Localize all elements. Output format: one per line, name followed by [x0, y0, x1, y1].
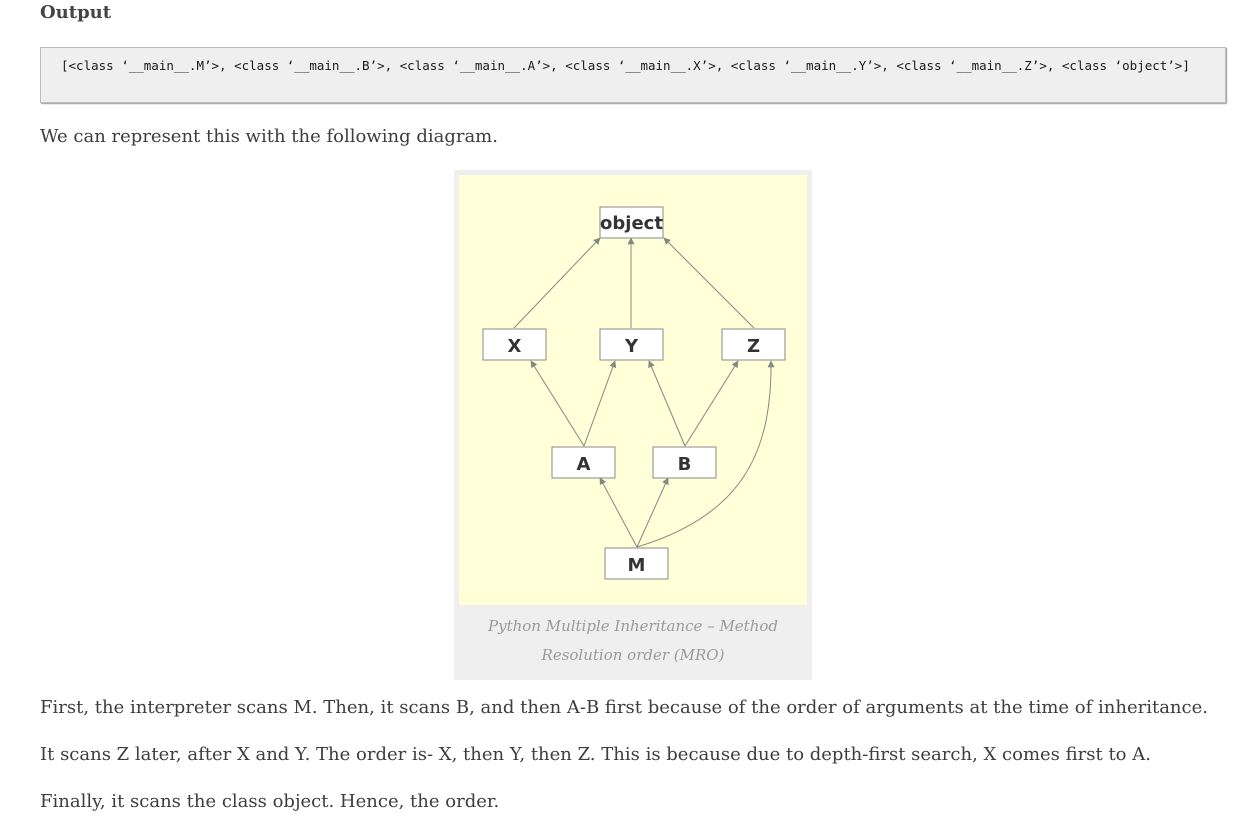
node-z-label: Z — [746, 336, 761, 357]
figure-caption-line-2: Resolution order (MRO) — [541, 646, 725, 664]
node-x — [483, 329, 546, 360]
node-a-label: A — [576, 454, 591, 475]
figure-caption — [454, 612, 812, 670]
mro-diagram — [454, 170, 812, 610]
node-z — [722, 329, 785, 360]
node-object — [600, 207, 663, 238]
node-object-label: object — [600, 213, 663, 234]
paragraph-3: Finally, it scans the class object. Hence, the order. — [40, 791, 500, 812]
intro-paragraph: We can represent this with the following diagram. — [40, 126, 498, 147]
node-a — [552, 447, 615, 478]
mro-diagram-figure — [454, 170, 812, 680]
paragraph-2: It scans Z later, after X and Y. The order is- X, then Y, then Z. This is because due to depth-first search, X comes first to A. — [40, 744, 1151, 765]
node-y-label: Y — [624, 336, 639, 357]
node-m-label: M — [627, 555, 646, 576]
node-b — [653, 447, 716, 478]
node-y — [600, 329, 663, 360]
node-x-label: X — [507, 336, 522, 357]
figure-caption-line-1: Python Multiple Inheritance – Method — [488, 617, 778, 635]
paragraph-1: First, the interpreter scans M. Then, it scans B, and then A-B first because of the order of arguments at the time of inheritance. — [40, 697, 1208, 718]
section-heading: Output — [40, 2, 112, 23]
node-m — [605, 548, 668, 579]
node-b-label: B — [677, 454, 692, 475]
code-output-block: [<class ‘__main__.M’>, <class ‘__main__.B’>, <class ‘__main__.A’>, <class ‘__main__.X’>, <class ‘__main__.Y’>, <class ‘__main__.Z’>, <class ‘object’>] — [40, 47, 1226, 103]
